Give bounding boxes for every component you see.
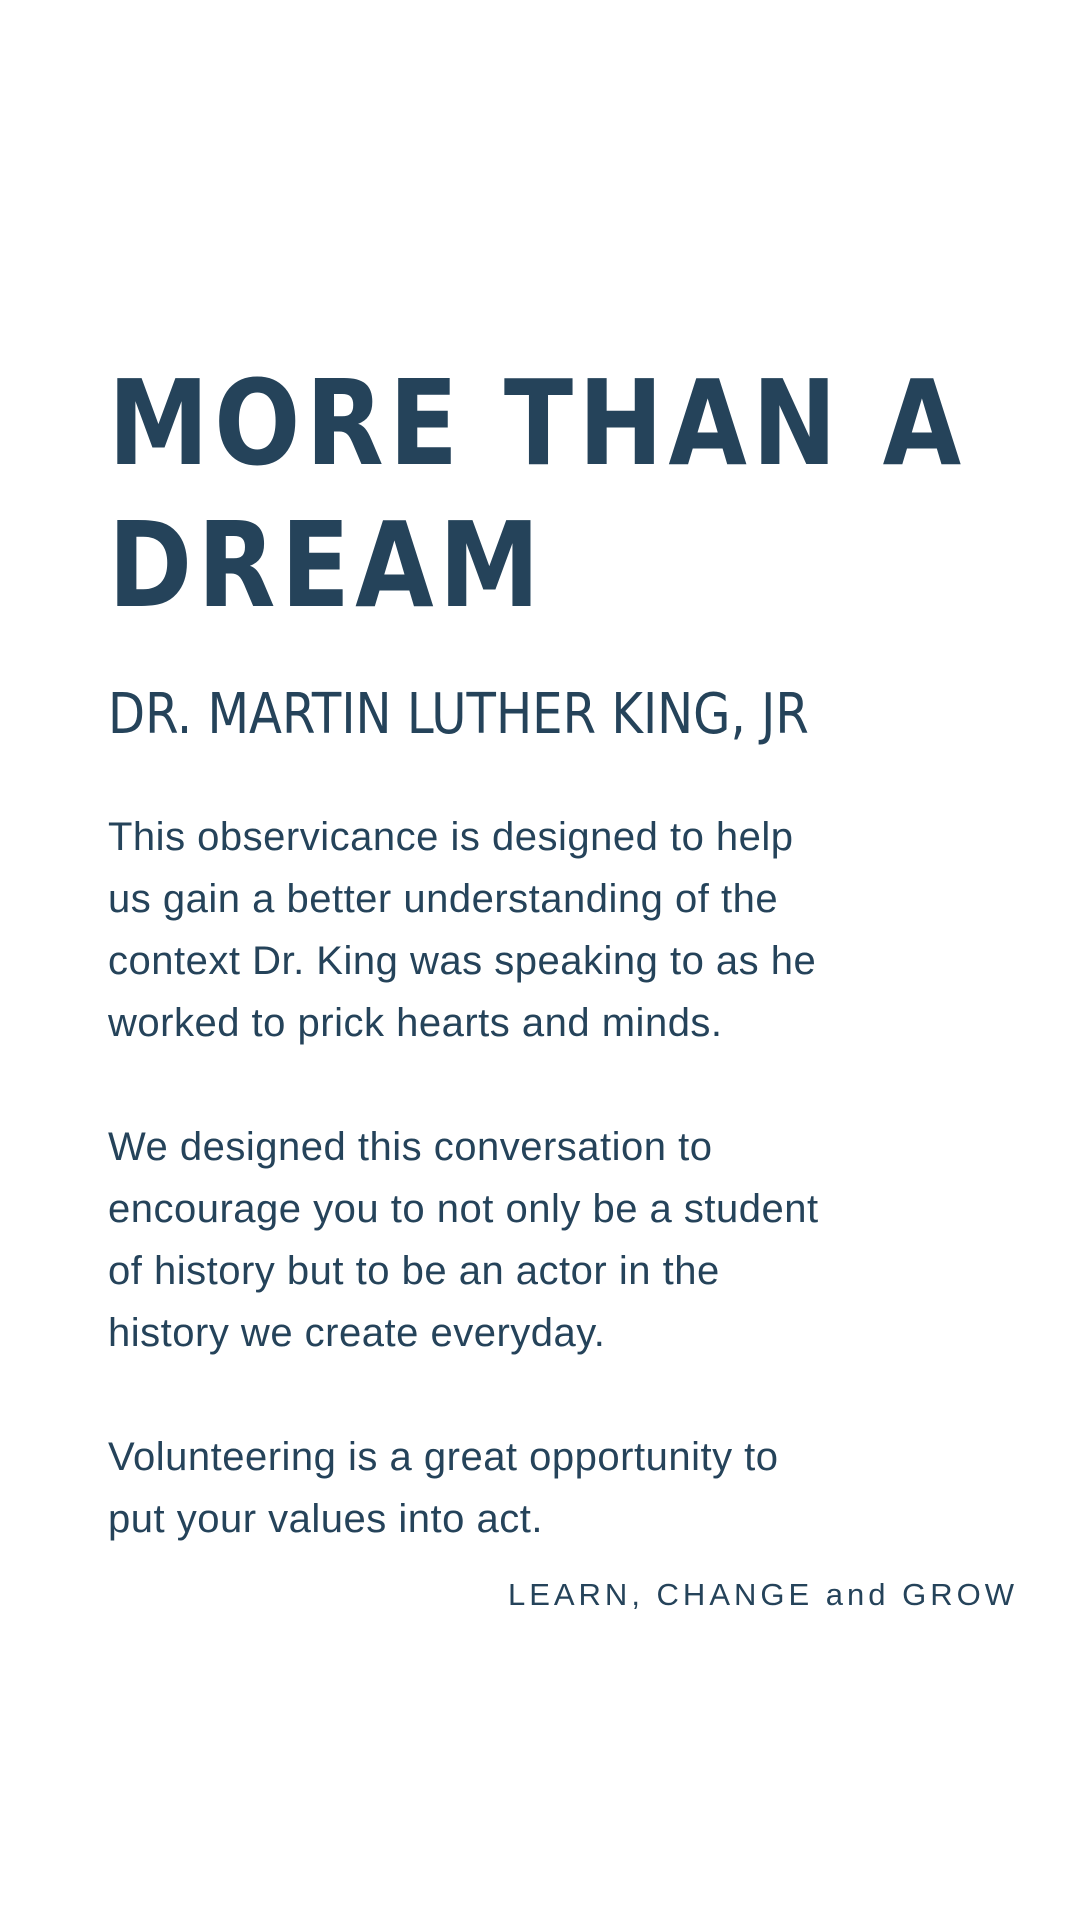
paragraph-2: We designed this conversation to encourage you to not only be a student of history but to be an actor in the history we create everyday. bbox=[108, 1125, 819, 1355]
paragraph-3: Volunteering is a great opportunity to put your values into act. bbox=[108, 1435, 779, 1541]
title-line-1: MORE THAN A bbox=[108, 354, 967, 492]
page-title bbox=[108, 352, 967, 636]
tagline: LEARN, CHANGE and GROW bbox=[507, 1577, 1018, 1612]
body-text bbox=[108, 806, 908, 1550]
main-content bbox=[108, 352, 1018, 1612]
paragraph-1: This observicance is designed to help us gain a better understanding of the context Dr. King was speaking to as he worked to prick hearts and minds. bbox=[108, 815, 817, 1045]
title-line-2: DREAM bbox=[108, 496, 546, 634]
subtitle: DR. MARTIN LUTHER KING, JR bbox=[108, 682, 809, 747]
